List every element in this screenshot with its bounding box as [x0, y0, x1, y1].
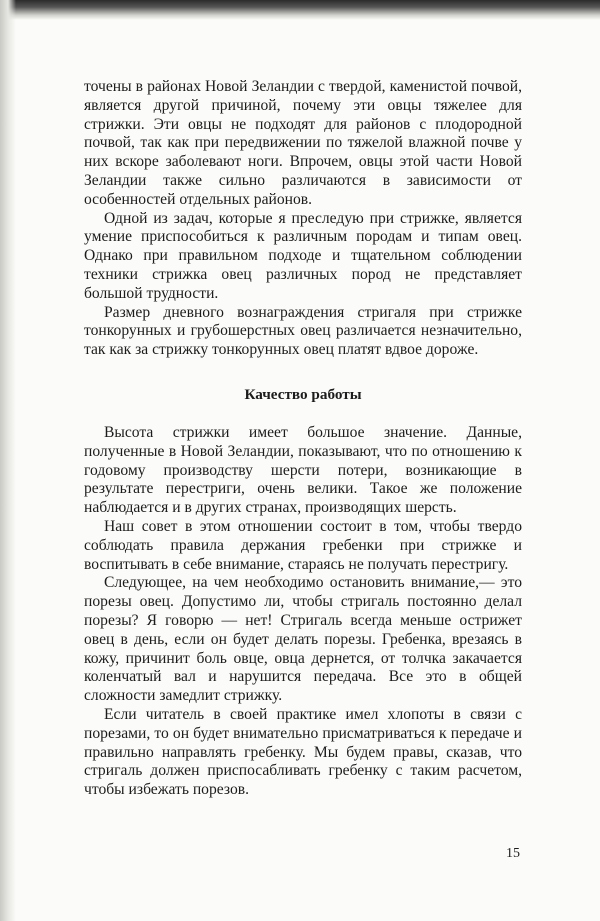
page-body — [84, 78, 522, 800]
scan-top-shadow — [0, 0, 600, 20]
paragraph: Наш совет в этом отношении состоит в том, чтобы твердо соблюдать правила держания гребенки при стрижке и воспитывать в себе внимание, стараясь не получать перестригу. — [84, 517, 522, 573]
scan-spine-shadow — [0, 0, 16, 921]
paragraph: Одной из задач, которые я преследую при стрижке, является умение приспособиться к различным породам и типам овец. Однако при правильном подходе и тщательном соблюдении техники стрижка овец различных пород не представляет большой трудности. — [84, 209, 522, 302]
paragraph: Следующее, на чем необходимо остановить внимание,— это порезы овец. Допустимо ли, чтобы стригаль постоянно делал порезы? Я говорю — нет! Стригаль всегда меньше острижет овец в день, если он будет делать порезы. Гребенка, врезаясь в кожу, причинит боль овце, овца дернется, от толчка закачается коленчатый вал и нарушится передача. Все это в общей сложности замедлит стрижку. — [84, 574, 522, 705]
paragraph: Если читатель в своей практике имел хлопоты в связи с порезами, то он будет внимательно присматриваться к передаче и правильно направлять гребенку. Мы будем правы, сказав, что стригаль должен приспосабливать гребенку с таким расчетом, чтобы избежать порезов. — [84, 705, 522, 799]
paragraph-continued: точены в районах Новой Зеландии с твердой, каменистой почвой, является другой причиной, почему эти овцы тяжелее для стрижки. Эти овцы не подходят для районов с плодородной почвой, так как при передвижении по тяжелой влажной почве у них вскоре заболевают ноги. Впрочем, овцы этой части Новой Зеландии также сильно различаются в зависимости от особенностей отдельных районов. — [84, 78, 522, 208]
paragraph: Размер дневного вознаграждения стригаля при стрижке тонкорунных и грубошерстных овец различается незначительно, так как за стрижку тонкорунных овец платят вдвое дороже. — [84, 303, 522, 359]
page-number: 15 — [506, 846, 520, 861]
section-heading: Качество работы — [244, 385, 362, 403]
paragraph: Высота стрижки имеет большое значение. Данные, полученные в Новой Зеландии, показывают, что по отношению к годовому производству шерсти потери, возникающие в результате перестриги, очень велики. Такое же положение наблюдается и в других странах, производящих шерсть. — [84, 423, 522, 517]
